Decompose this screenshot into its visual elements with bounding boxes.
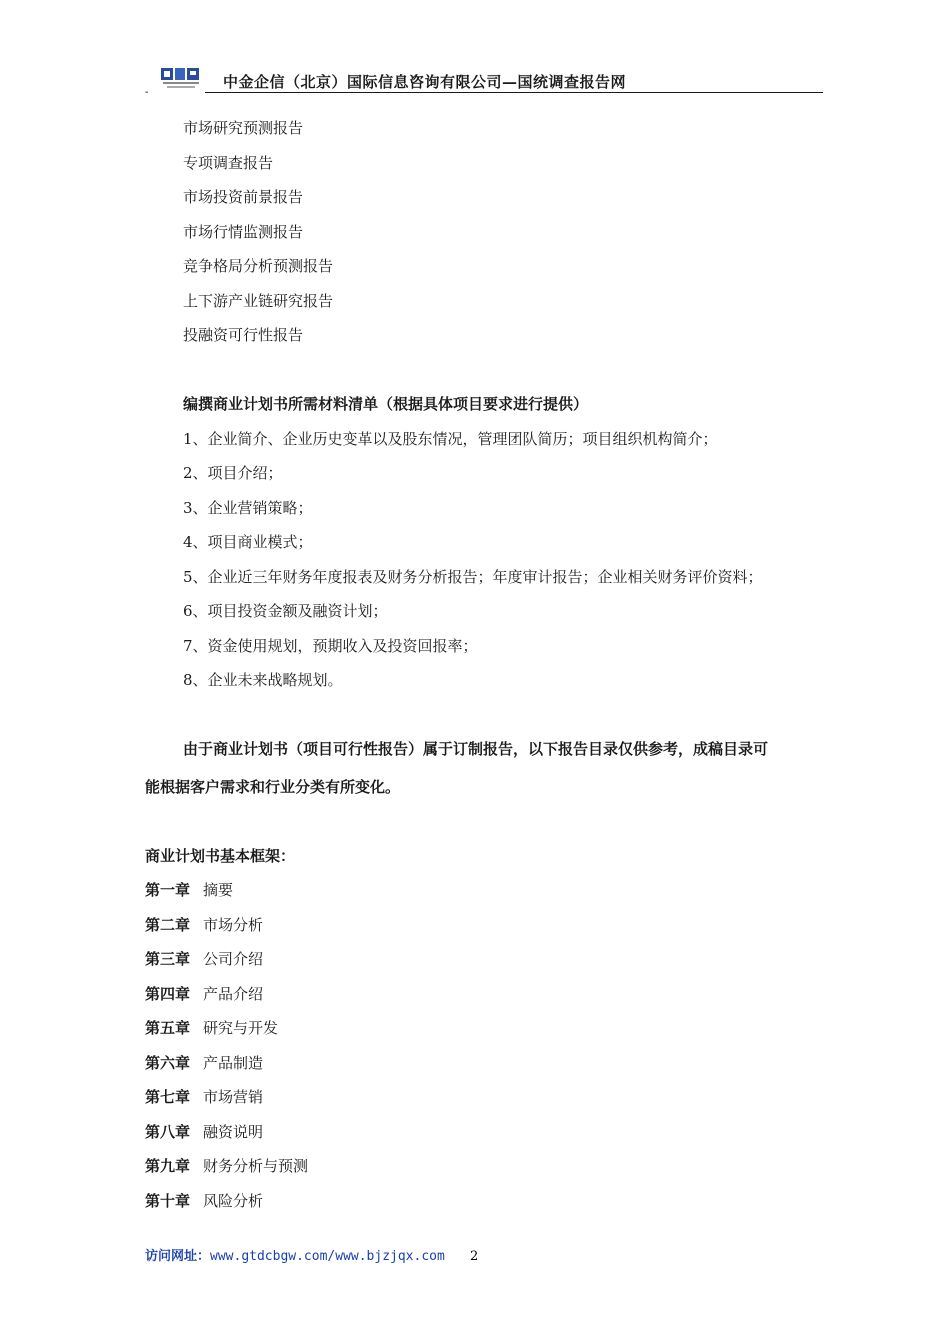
chapter-title: 风险分析 (203, 1192, 264, 1210)
chapter-item (145, 1086, 263, 1108)
chapter-number: 第七章 (145, 1088, 191, 1106)
chapter-item (145, 983, 263, 1005)
chapter-title: 研究与开发 (203, 1019, 279, 1037)
page-number: 2 (470, 1249, 479, 1264)
company-logo (159, 66, 209, 92)
list-item: 4、项目商业模式； (183, 533, 313, 551)
chapter-title: 市场分析 (203, 916, 264, 934)
footer-url-link[interactable]: www.gtdcbgw.com/www.bjzjqx.com (210, 1249, 445, 1264)
list-item: 6、项目投资金额及融资计划； (183, 602, 388, 620)
footer-label: 访问网址： (145, 1249, 211, 1264)
list-item: 专项调查报告 (183, 154, 274, 172)
list-item: 竞争格局分析预测报告 (183, 257, 334, 275)
chapter-item (145, 1155, 308, 1177)
list-item: 2、项目介绍； (183, 464, 283, 482)
chapter-item (145, 1017, 278, 1039)
chapter-item (145, 1052, 263, 1074)
chapter-title: 摘要 (203, 881, 234, 899)
list-item: 上下游产业链研究报告 (183, 292, 334, 310)
section-heading: 商业计划书基本框架： (145, 847, 296, 865)
section-heading: 编撰商业计划书所需材料清单（根据具体项目要求进行提供） (183, 395, 589, 413)
chapter-number: 第四章 (145, 985, 191, 1003)
chapter-item (145, 1190, 263, 1212)
list-item: 1、企业简介、企业历史变革以及股东情况，管理团队简历；项目组织机构简介； (183, 430, 718, 448)
list-item: 市场行情监测报告 (183, 223, 304, 241)
chapter-number: 第一章 (145, 881, 191, 899)
chapter-number: 第二章 (145, 916, 191, 934)
list-item: 3、企业营销策略； (183, 499, 313, 517)
chapter-number: 第八章 (145, 1123, 191, 1141)
paragraph-line: 能根据客户需求和行业分类有所变化。 (145, 778, 401, 796)
chapter-item (145, 914, 263, 936)
chapter-title: 产品介绍 (203, 985, 264, 1003)
chapter-title: 公司介绍 (203, 950, 264, 968)
chapter-title: 产品制造 (203, 1054, 264, 1072)
chapter-item (145, 1121, 263, 1143)
header-title: 中金企信（北京）国际信息咨询有限公司—国统调查报告网 (205, 72, 823, 93)
chapter-number: 第六章 (145, 1054, 191, 1072)
list-item: 市场研究预测报告 (183, 119, 304, 137)
paragraph-line: 由于商业计划书（项目可行性报告）属于订制报告，以下报告目录仅供参考，成稿目录可 (183, 740, 769, 758)
list-item: 市场投资前景报告 (183, 188, 304, 206)
list-item: 7、资金使用规划，预期收入及投资回报率； (183, 637, 478, 655)
list-item: 5、企业近三年财务年度报表及财务分析报告；年度审计报告；企业相关财务评价资料； (183, 568, 763, 586)
page-footer (145, 1248, 445, 1266)
chapter-number: 第三章 (145, 950, 191, 968)
chapter-number: 第五章 (145, 1019, 191, 1037)
list-item: 8、企业未来战略规划。 (183, 671, 343, 689)
chapter-title: 市场营销 (203, 1088, 264, 1106)
chapter-title: 财务分析与预测 (203, 1157, 309, 1175)
page-header (145, 66, 805, 96)
list-item: 投融资可行性报告 (183, 326, 304, 344)
chapter-item (145, 879, 233, 901)
chapter-number: 第九章 (145, 1157, 191, 1175)
chapter-title: 融资说明 (203, 1123, 264, 1141)
chapter-item (145, 948, 263, 970)
header-marker: - (145, 87, 149, 98)
chapter-number: 第十章 (145, 1192, 191, 1210)
